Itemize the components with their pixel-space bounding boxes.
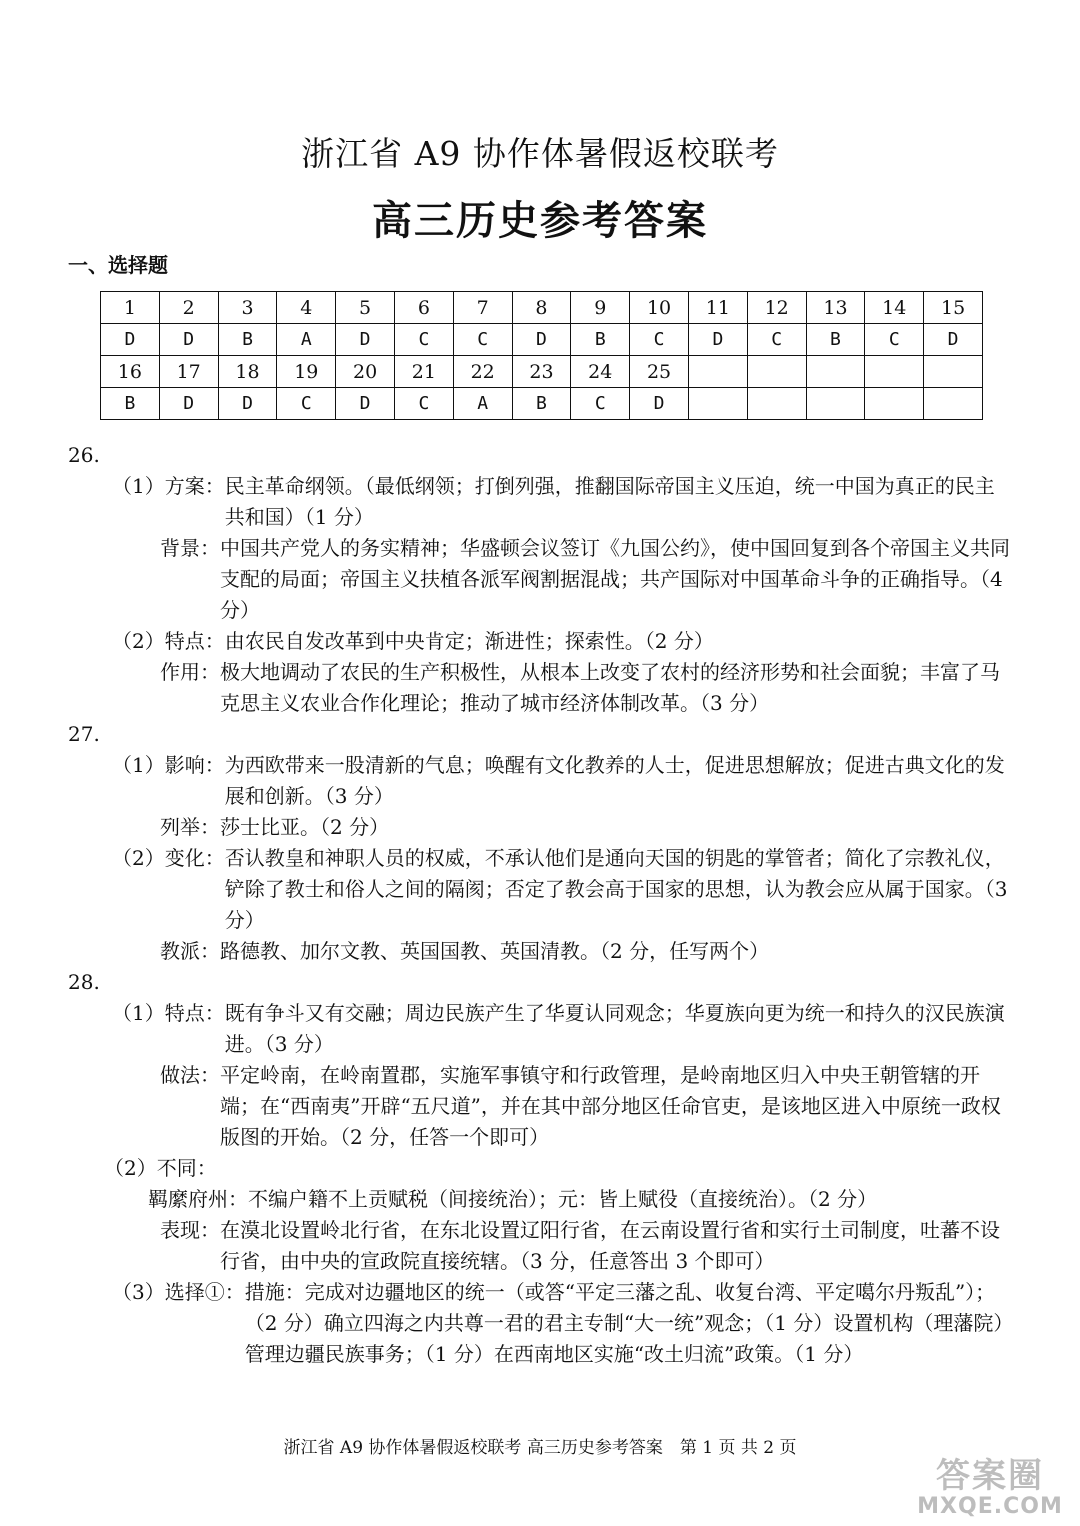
answer-letter-cell: D — [688, 324, 747, 356]
question-number-cell: 16 — [101, 356, 160, 388]
answer-letter-cell: C — [571, 388, 630, 420]
question-number-cell: 14 — [865, 292, 924, 324]
answer-item-label: 列举： — [160, 815, 220, 839]
answer-letter-cell: B — [571, 324, 630, 356]
answer-letter-cell: B — [218, 324, 277, 356]
answer-key-title: 高三历史参考答案 — [372, 198, 708, 244]
answer-letter-cell: B — [806, 324, 865, 356]
watermark-logo — [905, 1458, 1075, 1524]
answer-item-label: 背景： — [160, 536, 220, 560]
question-number: 26. — [68, 443, 100, 467]
question-number-row — [101, 292, 983, 324]
question-number-cell: 18 — [218, 356, 277, 388]
answer-letter-cell: D — [101, 324, 160, 356]
question-number-cell: 1 — [101, 292, 160, 324]
answer-item — [0, 471, 1080, 533]
answer-letter-cell: C — [453, 324, 512, 356]
answer-item — [0, 750, 1080, 812]
question-number-cell: 20 — [336, 356, 395, 388]
answer-letter-cell: C — [277, 388, 336, 420]
question-number-cell: 25 — [630, 356, 689, 388]
answer-letter-cell: D — [336, 388, 395, 420]
answer-letter-cell: A — [453, 388, 512, 420]
question-number-cell: 23 — [512, 356, 571, 388]
answer-letter-cell: D — [218, 388, 277, 420]
question-number-cell: 22 — [453, 356, 512, 388]
answer-letter-cell: C — [630, 324, 689, 356]
question-number-cell — [924, 356, 983, 388]
answer-letter-cell: D — [336, 324, 395, 356]
answer-item — [0, 1153, 1080, 1184]
answer-item-text: 由农民自发改革到中央肯定；渐进性；探索性。（2 分） — [224, 629, 714, 653]
answer-item — [0, 936, 1080, 967]
question-number-cell — [688, 356, 747, 388]
question-number: 27. — [68, 722, 100, 746]
question-number-cell: 8 — [512, 292, 571, 324]
answer-letter-row — [101, 388, 983, 420]
question-number-cell: 12 — [747, 292, 806, 324]
question-number-cell: 9 — [571, 292, 630, 324]
answer-letter-cell: D — [630, 388, 689, 420]
answer-letter-cell: C — [394, 388, 453, 420]
answer-letter-row — [101, 324, 983, 356]
answer-letter-cell: D — [512, 324, 571, 356]
question-number-cell — [747, 356, 806, 388]
answer-item — [0, 843, 1080, 936]
answer-item-text: 既有争斗又有交融；周边民族产生了华夏认同观念；华夏族向更为统一和持久的汉民族演进。（3 分） — [224, 1001, 1005, 1056]
answer-item-label: （3）选择①： — [112, 1280, 245, 1304]
answer-item-text: 莎士比亚。（2 分） — [220, 815, 390, 839]
question-number-cell: 13 — [806, 292, 865, 324]
question-number-cell: 2 — [159, 292, 218, 324]
answer-item — [0, 626, 1080, 657]
answer-letter-cell — [924, 388, 983, 420]
answer-item-text: 不编户籍不上贡赋税（间接统治）；元：皆上赋役（直接统治）。（2 分） — [248, 1187, 878, 1211]
question-number-cell: 15 — [924, 292, 983, 324]
answer-letter-cell: D — [159, 388, 218, 420]
answer-letter-cell: D — [159, 324, 218, 356]
answer-content — [0, 440, 1080, 1370]
answer-item — [0, 1184, 1080, 1215]
answer-item-label: 教派： — [160, 939, 220, 963]
answer-item — [0, 533, 1080, 626]
section-heading: 一、选择题 — [68, 253, 168, 277]
answer-letter-cell: B — [512, 388, 571, 420]
answer-item-label: （1）方案： — [112, 474, 225, 498]
answer-letter-cell: D — [924, 324, 983, 356]
question-number-cell — [865, 356, 924, 388]
answer-item — [0, 1060, 1080, 1153]
question-number-cell: 19 — [277, 356, 336, 388]
question-number-cell: 4 — [277, 292, 336, 324]
answer-letter-cell: A — [277, 324, 336, 356]
question-number-cell: 21 — [394, 356, 453, 388]
question-number-cell: 6 — [394, 292, 453, 324]
exam-title: 浙江省 A9 协作体暑假返校联考 — [301, 134, 779, 173]
answer-item — [0, 657, 1080, 719]
answer-letter-cell — [688, 388, 747, 420]
answer-item-text — [217, 1153, 1080, 1184]
answer-item-text: 为西欧带来一股清新的气息；唤醒有文化教养的人士，促进思想解放；促进古典文化的发展和创新。（3 分） — [224, 753, 1005, 808]
answer-item — [0, 1277, 1080, 1370]
answer-item-text: 措施：完成对边疆地区的统一（或答“平定三藩之乱、收复台湾、平定噶尔丹叛乱”）；（2 分）确立四海之内共尊一君的君主专制“大一统”观念；（1 分）设置机构（理藩院）管理边疆民族事务；（1 分）在西南地区实施“改土归流”政策。（1 分） — [244, 1280, 1004, 1366]
answer-letter-cell: C — [865, 324, 924, 356]
answer-item-label: 做法： — [160, 1063, 220, 1087]
answer-item-text: 极大地调动了农民的生产积极性，从根本上改变了农村的经济形势和社会面貌；丰富了马克思主义农业合作化理论；推动了城市经济体制改革。（3 分） — [220, 660, 1000, 715]
answer-item-label: 表现： — [160, 1218, 220, 1242]
question-number-cell: 7 — [453, 292, 512, 324]
answer-item-label: （2）不同： — [104, 1156, 217, 1180]
answer-item-text: 中国共产党人的务实精神；华盛顿会议签订《九国公约》，使中国回复到各个帝国主义共同支配的局面；帝国主义扶植各派军阀割据混战；共产国际对中国革命斗争的正确指导。（4 分） — [220, 536, 1010, 622]
question-number-cell: 5 — [336, 292, 395, 324]
question-number: 28. — [68, 970, 100, 994]
answer-letter-cell — [806, 388, 865, 420]
question-number-cell: 24 — [571, 356, 630, 388]
answer-table — [100, 291, 983, 420]
answer-item-label: （2）变化： — [112, 846, 225, 870]
question-number-cell: 11 — [688, 292, 747, 324]
answer-letter-cell: C — [394, 324, 453, 356]
question-number-cell: 10 — [630, 292, 689, 324]
page-footer: 浙江省 A9 协作体暑假返校联考 高三历史参考答案 第 1 页 共 2 页 — [283, 1438, 797, 1458]
answer-item-text: 民主革命纲领。（最低纲领；打倒列强，推翻国际帝国主义压迫，统一中国为真正的民主共和国）（1 分） — [224, 474, 995, 529]
answer-item-label: （2）特点： — [112, 629, 225, 653]
answer-item-label: 作用： — [160, 660, 220, 684]
answer-item-label: （1）特点： — [112, 1001, 225, 1025]
answer-letter-cell: C — [747, 324, 806, 356]
question-number-cell — [806, 356, 865, 388]
answer-letter-cell — [865, 388, 924, 420]
answer-item-label: 羁縻府州： — [148, 1187, 248, 1211]
answer-item-text: 路德教、加尔文教、英国国教、英国清教。（2 分，任写两个） — [220, 939, 770, 963]
question-number-row — [101, 356, 983, 388]
answer-item — [0, 998, 1080, 1060]
answer-item-text: 否认教皇和神职人员的权威，不承认他们是通向天国的钥匙的掌管者；简化了宗教礼仪，铲除了教士和俗人之间的隔阂；否定了教会高于国家的思想，认为教会应从属于国家。（3 分） — [224, 846, 1008, 932]
question-number-cell: 17 — [159, 356, 218, 388]
answer-item — [0, 812, 1080, 843]
answer-item-text: 在漠北设置岭北行省，在东北设置辽阳行省，在云南设置行省和实行土司制度，吐蕃不设行省，由中央的宣政院直接统辖。（3 分，任意答出 3 个即可） — [220, 1218, 1000, 1273]
answer-item-label: （1）影响： — [112, 753, 225, 777]
answer-letter-cell — [747, 388, 806, 420]
question-number-cell: 3 — [218, 292, 277, 324]
watermark-site-text: MXQE.COM — [917, 1494, 1063, 1519]
watermark-logo-text: 答案圈 — [936, 1456, 1044, 1496]
answer-letter-cell: B — [101, 388, 160, 420]
answer-item-text: 平定岭南，在岭南置郡，实施军事镇守和行政管理，是岭南地区归入中央王朝管辖的开端；在“西南夷”开辟“五尺道”，并在其中部分地区任命官吏，是该地区进入中原统一政权版图的开始。（2 分，任答一个即可） — [220, 1063, 1001, 1149]
answer-item — [0, 1215, 1080, 1277]
